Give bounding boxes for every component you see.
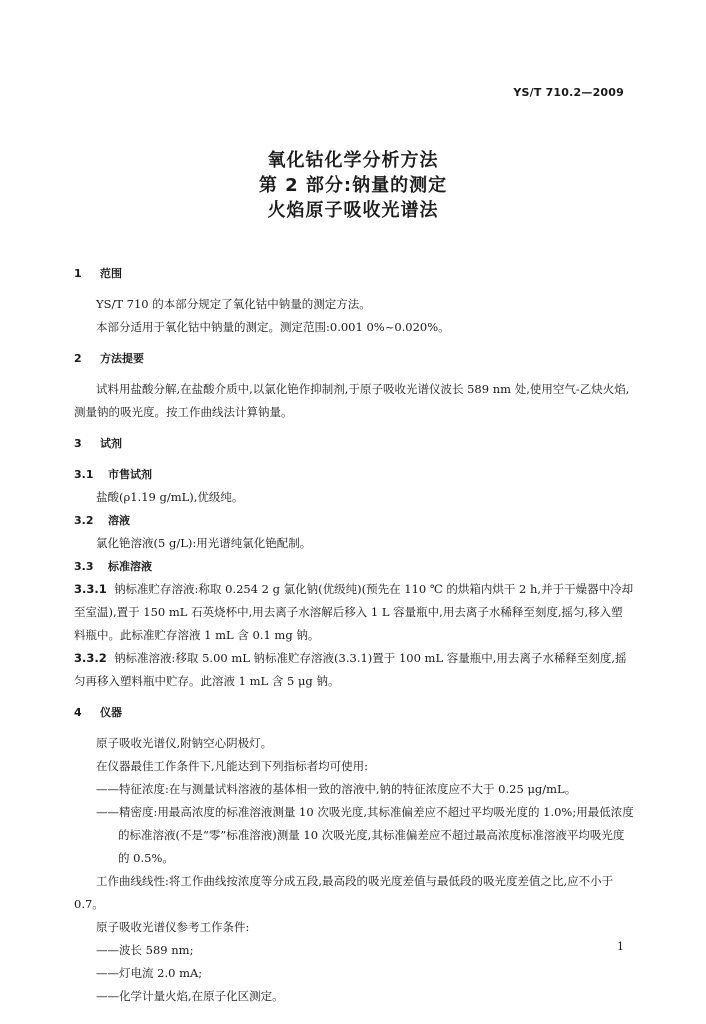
section-title: 方法提要 [100, 352, 144, 365]
section-4-heading [74, 701, 634, 724]
clause-3-3-1 [74, 578, 634, 647]
section-1-heading [74, 262, 634, 285]
standard-code: YS/T 710.2—2009 [513, 86, 624, 99]
section-title: 试剂 [100, 437, 122, 450]
section-number: 1 [74, 267, 82, 280]
paragraph: 试料用盐酸分解,在盐酸介质中,以氯化铯作抑制剂,于原子吸收光谱仪波长 589 nm 处,使用空气-乙炔火焰,测量钠的吸光度。按工作曲线法计算钠量。 [74, 382, 630, 419]
title-line-3: 火焰原子吸收光谱法 [267, 200, 439, 221]
subsection-3-1-heading [74, 463, 634, 486]
section-title: 仪器 [100, 706, 122, 719]
section-2-heading [74, 347, 634, 370]
paragraph: 盐酸(ρ1.19 g/mL),优级纯。 [96, 490, 244, 504]
page-number: 1 [617, 940, 624, 953]
paragraph: YS/T 710 的本部分规定了氧化钴中钠量的测定方法。 [96, 297, 371, 311]
paragraph: 原子吸收光谱仪,附钠空心阴极灯。 [96, 736, 273, 750]
clause-3-3-2 [74, 647, 634, 693]
paragraph: 原子吸收光谱仪参考工作条件: [96, 920, 250, 934]
list-item: ——特征浓度:在与测量试料溶液的基体相一致的溶液中,钠的特征浓度应不大于 0.25 μg/mL。 [96, 782, 577, 796]
section-number: 4 [74, 706, 82, 719]
list-item: ——精密度:用最高浓度的标准溶液测量 10 次吸光度,其标准偏差应不超过平均吸光度的 1.0%;用最低浓度的标准溶液(不是“零”标准溶液)测量 10 次吸光度,其标准偏差应不超过最高浓度标准溶液平均吸光度的 0.5%。 [96, 805, 634, 865]
section-3-heading [74, 432, 634, 455]
subsection-3-3-heading [74, 555, 634, 578]
paragraph: 工作曲线线性:将工作曲线按浓度等分成五段,最高段的吸光度差值与最低段的吸光度差值之比,应不小于 0.7。 [74, 874, 614, 911]
section-number: 3 [74, 437, 82, 450]
subsection-3-2-heading [74, 509, 634, 532]
subsection-title: 溶液 [108, 514, 130, 527]
list-item: ——波长 589 nm; [96, 943, 194, 957]
list-item: ——化学计量火焰,在原子化区测定。 [96, 989, 284, 1003]
paragraph: 本部分适用于氧化钴中钠量的测定。测定范围:0.001 0%~0.020%。 [96, 320, 450, 334]
section-number: 2 [74, 352, 82, 365]
paragraph: 氯化铯溶液(5 g/L):用光谱纯氯化铯配制。 [96, 536, 312, 550]
clause-text: 钠标准溶液:移取 5.00 mL 钠标准贮存溶液(3.3.1)置于 100 mL 容量瓶中,用去离子水稀释至刻度,摇匀再移入塑料瓶中贮存。此溶液 1 mL 含 5 μg 钠。 [74, 651, 627, 688]
paragraph: 在仪器最佳工作条件下,凡能达到下列指标者均可使用: [96, 759, 369, 773]
subsection-number: 3.2 [74, 514, 94, 527]
subsection-title: 市售试剂 [108, 468, 152, 481]
subsection-number: 3.3 [74, 560, 94, 573]
clause-number: 3.3.1 [74, 582, 107, 596]
document-title [0, 148, 706, 223]
clause-text: 钠标准贮存溶液:称取 0.254 2 g 氯化钠(优级纯)(预先在 110 ℃ 的烘箱内烘干 2 h,并于干燥器中冷却至室温),置于 150 mL 石英烧杯中,用去离子水溶解后移入 1 L 容量瓶中,用去离子水稀释至刻度,摇匀,移入塑料瓶中。此标准贮存溶液 1 mL 含 0.1 mg 钠。 [74, 582, 634, 642]
title-line-2: 第 2 部分:钠量的测定 [258, 175, 448, 196]
document-body [74, 262, 634, 1008]
list-item: ——灯电流 2.0 mA; [96, 966, 203, 980]
subsection-number: 3.1 [74, 468, 94, 481]
section-title: 范围 [100, 267, 122, 280]
subsection-title: 标准溶液 [108, 560, 152, 573]
clause-number: 3.3.2 [74, 651, 107, 665]
title-line-1: 氧化钴化学分析方法 [267, 150, 439, 171]
